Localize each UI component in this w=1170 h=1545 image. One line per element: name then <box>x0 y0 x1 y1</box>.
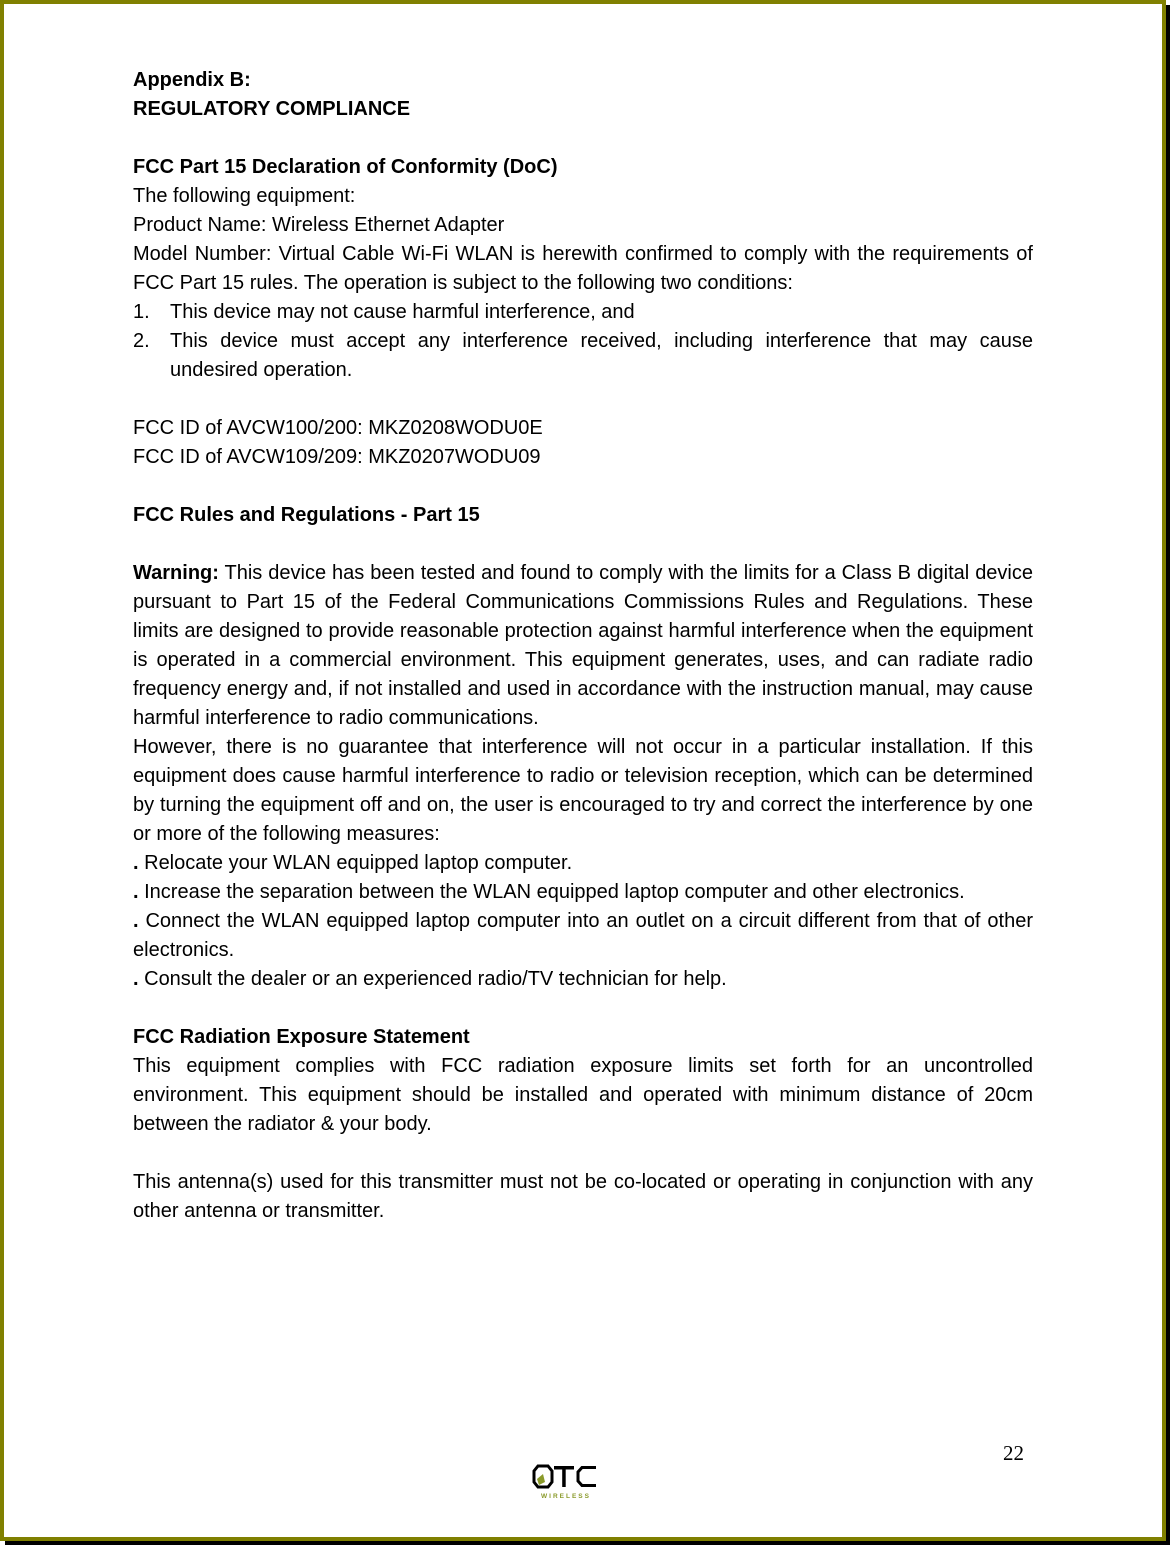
measure-item <box>133 965 1033 994</box>
bullet-dot-icon: . <box>133 881 139 903</box>
rules-heading: FCC Rules and Regulations - Part 15 <box>133 504 480 526</box>
appendix-label: Appendix B: <box>133 69 251 91</box>
svg-text:WIRELESS: WIRELESS <box>541 1493 591 1500</box>
radiation-text: This equipment complies with FCC radiation exposure limits set forth for an uncontrolled environment. This equipment should be installed and operated with minimum distance of 20cm between the radiator & your body. <box>133 1055 1033 1135</box>
warning-text: This device has been tested and found to comply with the limits for a Class B digital device pursuant to Part 15 of the Federal Communications Commissions Rules and Regulations. These limits are designed to provide reasonable protection against harmful interference when the equipment is operated in a commercial environment. This equipment generates, uses, and can radiate radio frequency energy and, if not installed and used in accordance with the instruction manual, may cause harmful interference to radio communications. <box>133 562 1033 729</box>
fcc-id-line: FCC ID of AVCW100/200: MKZ0208WODU0E <box>133 417 543 439</box>
warning-paragraph <box>133 559 1033 733</box>
model-text: Model Number: Virtual Cable Wi-Fi WLAN is herewith confirmed to comply with the requirements of FCC Part 15 rules. The operation is subject to the following two conditions: <box>133 243 1033 294</box>
page-title: REGULATORY COMPLIANCE <box>133 98 411 120</box>
measure-text: Connect the WLAN equipped laptop computer into an outlet on a circuit different from that of other electronics. <box>133 910 1033 961</box>
otc-wireless-logo <box>532 1462 600 1502</box>
however-paragraph: However, there is no guarantee that interference will not occur in a particular installation. If this equipment does cause harmful interference to radio or television reception, which can be determined by turning the equipment off and on, the user is encouraged to try and correct the interference by one or more of the following measures: <box>133 736 1033 845</box>
bullet-dot-icon: . <box>133 968 139 990</box>
doc-heading: FCC Part 15 Declaration of Conformity (DoC) <box>133 156 558 178</box>
document-body <box>133 66 1033 1226</box>
condition-item <box>133 327 1033 385</box>
measure-text: Consult the dealer or an experienced radio/TV technician for help. <box>138 968 727 990</box>
product-name: Product Name: Wireless Ethernet Adapter <box>133 214 505 236</box>
measure-item <box>133 878 1033 907</box>
condition-number: 1. <box>133 301 150 323</box>
measure-item <box>133 907 1033 965</box>
otc-logo-icon <box>532 1462 600 1502</box>
measure-text: Increase the separation between the WLAN equipped laptop computer and other electronics. <box>138 881 965 903</box>
bullet-dot-icon: . <box>133 910 139 932</box>
page-number: 22 <box>1003 1441 1024 1465</box>
condition-text: This device must accept any interference received, including interference that may cause undesired operation. <box>170 330 1033 381</box>
antenna-text: This antenna(s) used for this transmitter must not be co-located or operating in conjunction with any other antenna or transmitter. <box>133 1171 1033 1222</box>
condition-text: This device may not cause harmful interference, and <box>170 301 635 323</box>
condition-item <box>133 298 1033 327</box>
measure-item <box>133 849 1033 878</box>
bullet-dot-icon: . <box>133 852 139 874</box>
fcc-id-line: FCC ID of AVCW109/209: MKZ0207WODU09 <box>133 446 541 468</box>
doc-intro: The following equipment: <box>133 185 356 207</box>
radiation-heading: FCC Radiation Exposure Statement <box>133 1026 470 1048</box>
measure-text: Relocate your WLAN equipped laptop computer. <box>138 852 573 874</box>
warning-label: Warning: <box>133 562 219 584</box>
condition-number: 2. <box>133 330 150 352</box>
